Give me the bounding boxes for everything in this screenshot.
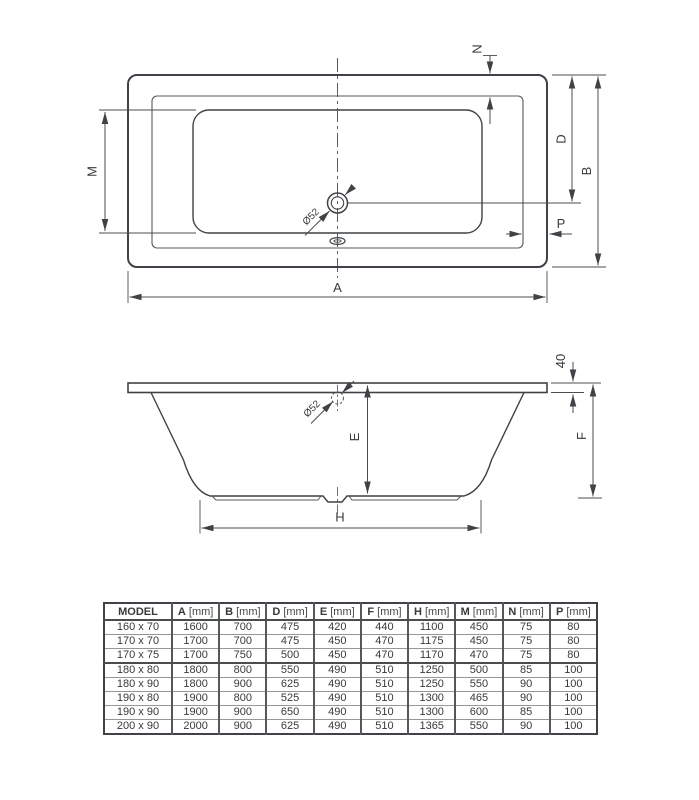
dimension-H	[200, 500, 481, 534]
dimension-M	[85, 110, 197, 233]
value-cell: 490	[314, 678, 361, 692]
value-cell: 75	[503, 620, 550, 635]
table-row-190x90	[104, 706, 597, 720]
dimension-table-body	[104, 620, 597, 734]
dim-label-b: B	[579, 166, 594, 176]
dimension-D	[348, 75, 606, 203]
value-cell: 1600	[172, 620, 219, 635]
value-cell: 100	[550, 706, 597, 720]
model-cell: 170 x 75	[104, 649, 172, 664]
value-cell: 450	[314, 635, 361, 649]
dimension-B	[552, 77, 606, 268]
value-cell: 100	[550, 663, 597, 678]
column-header-m: M [mm]	[455, 603, 502, 620]
dim-label-d: D	[553, 134, 569, 144]
value-cell: 550	[455, 678, 502, 692]
value-cell: 510	[361, 663, 408, 678]
value-cell: 90	[503, 720, 550, 735]
model-cell: 180 x 80	[104, 663, 172, 678]
value-cell: 900	[219, 720, 266, 735]
model-cell: 190 x 80	[104, 692, 172, 706]
dim-label-n: N	[469, 44, 485, 54]
top-view-drawing	[85, 44, 607, 303]
value-cell: 470	[455, 649, 502, 664]
value-cell: 650	[266, 706, 313, 720]
value-cell: 470	[361, 649, 408, 664]
value-cell: 100	[550, 720, 597, 735]
value-cell: 420	[314, 620, 361, 635]
value-cell: 1250	[408, 663, 455, 678]
value-cell: 500	[266, 649, 313, 664]
value-cell: 450	[455, 620, 502, 635]
value-cell: 100	[550, 678, 597, 692]
dimension-E	[347, 386, 368, 494]
value-cell: 1900	[172, 706, 219, 720]
dimension-P	[506, 216, 572, 234]
value-cell: 700	[219, 635, 266, 649]
column-header-p: P [mm]	[550, 603, 597, 620]
value-cell: 1250	[408, 678, 455, 692]
dimension-F	[574, 385, 602, 499]
table-row-180x80	[104, 663, 597, 678]
value-cell: 440	[361, 620, 408, 635]
value-cell: 510	[361, 678, 408, 692]
value-cell: 1800	[172, 678, 219, 692]
value-cell: 700	[219, 620, 266, 635]
dimension-drain-diameter-top	[301, 187, 353, 236]
value-cell: 470	[361, 635, 408, 649]
table-row-200x90	[104, 720, 597, 735]
value-cell: 525	[266, 692, 313, 706]
value-cell: 510	[361, 720, 408, 735]
value-cell: 85	[503, 706, 550, 720]
dim-label-e: E	[347, 432, 362, 442]
value-cell: 75	[503, 635, 550, 649]
value-cell: 490	[314, 692, 361, 706]
column-header-a: A [mm]	[172, 603, 219, 620]
dimension-A	[128, 271, 547, 303]
value-cell: 800	[219, 692, 266, 706]
dim-label-h: H	[335, 509, 345, 525]
value-cell: 900	[219, 706, 266, 720]
table-row-160x70	[104, 620, 597, 635]
value-cell: 450	[455, 635, 502, 649]
dim-label-a: A	[333, 280, 342, 295]
dimension-table	[103, 602, 598, 735]
value-cell: 80	[550, 649, 597, 664]
drain-diameter-label-side: Ø52	[301, 398, 323, 420]
value-cell: 550	[455, 720, 502, 735]
table-row-190x80	[104, 692, 597, 706]
column-header-d: D [mm]	[266, 603, 313, 620]
value-cell: 490	[314, 720, 361, 735]
drain-diameter-label-top: Ø52	[300, 206, 322, 228]
value-cell: 80	[550, 635, 597, 649]
dimension-drain-diameter-side	[302, 381, 354, 424]
value-cell: 80	[550, 620, 597, 635]
value-cell: 1100	[408, 620, 455, 635]
drain-side-view	[332, 385, 344, 411]
value-cell: 2000	[172, 720, 219, 735]
model-cell: 160 x 70	[104, 620, 172, 635]
value-cell: 550	[266, 663, 313, 678]
value-cell: 1300	[408, 706, 455, 720]
model-cell: 190 x 90	[104, 706, 172, 720]
value-cell: 475	[266, 635, 313, 649]
value-cell: 800	[219, 663, 266, 678]
dimension-table-header-row	[104, 603, 597, 620]
value-cell: 1800	[172, 663, 219, 678]
value-cell: 1175	[408, 635, 455, 649]
dim-label-40: 40	[553, 353, 568, 369]
value-cell: 475	[266, 620, 313, 635]
value-cell: 900	[219, 678, 266, 692]
model-cell: 170 x 70	[104, 635, 172, 649]
value-cell: 500	[455, 663, 502, 678]
value-cell: 1700	[172, 649, 219, 664]
tub-body-profile	[151, 393, 524, 503]
dim-label-m: M	[84, 166, 100, 177]
model-cell: 180 x 90	[104, 678, 172, 692]
value-cell: 85	[503, 663, 550, 678]
value-cell: 90	[503, 692, 550, 706]
value-cell: 465	[455, 692, 502, 706]
value-cell: 750	[219, 649, 266, 664]
value-cell: 490	[314, 663, 361, 678]
value-cell: 490	[314, 706, 361, 720]
table-row-170x75	[104, 649, 597, 664]
value-cell: 100	[550, 692, 597, 706]
column-header-e: E [mm]	[314, 603, 361, 620]
side-view-drawing	[128, 354, 602, 534]
column-header-h: H [mm]	[408, 603, 455, 620]
table-row-170x70	[104, 635, 597, 649]
value-cell: 600	[455, 706, 502, 720]
dim-label-f: F	[574, 432, 589, 440]
value-cell: 75	[503, 649, 550, 664]
table-row-180x90	[104, 678, 597, 692]
value-cell: 510	[361, 706, 408, 720]
value-cell: 1900	[172, 692, 219, 706]
column-header-n: N [mm]	[503, 603, 550, 620]
value-cell: 625	[266, 720, 313, 735]
column-header-f: F [mm]	[361, 603, 408, 620]
value-cell: 625	[266, 678, 313, 692]
column-header-model: MODEL	[104, 603, 172, 620]
dim-label-p: P	[556, 216, 566, 231]
value-cell: 1365	[408, 720, 455, 735]
value-cell: 510	[361, 692, 408, 706]
value-cell: 1700	[172, 635, 219, 649]
value-cell: 90	[503, 678, 550, 692]
column-header-b: B [mm]	[219, 603, 266, 620]
value-cell: 1300	[408, 692, 455, 706]
value-cell: 1170	[408, 649, 455, 664]
model-cell: 200 x 90	[104, 720, 172, 735]
value-cell: 450	[314, 649, 361, 664]
